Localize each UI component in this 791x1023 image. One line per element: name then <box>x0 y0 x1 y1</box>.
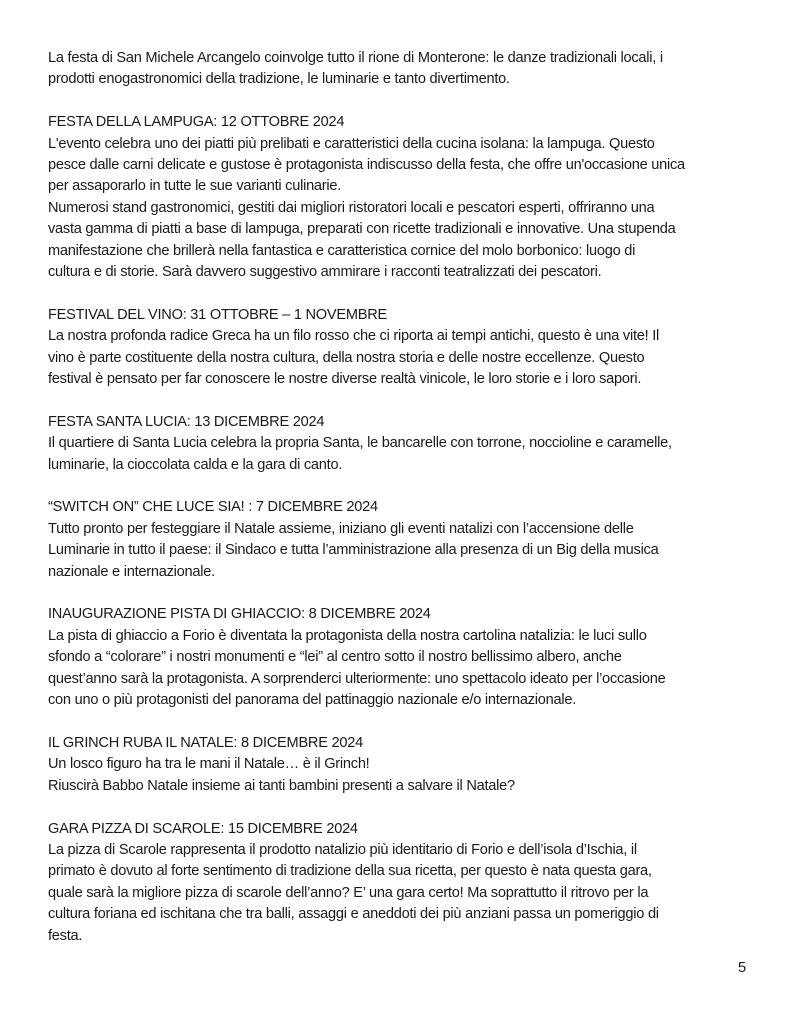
document-page <box>48 48 748 947</box>
text-line: quale sarà la migliore pizza di scarole dell’anno? E’ una gara certo! Ma soprattutto il ritrovo per la <box>48 884 649 901</box>
text-line: pesce dalle carni delicate e gustose è protagonista indiscusso della festa, che offre un'occasione unica <box>48 157 685 174</box>
text-line: Tutto pronto per festeggiare il Natale assieme, iniziano gli eventi natalizi con l’accensione delle <box>48 520 634 537</box>
paragraph-gap <box>48 283 748 304</box>
section-heading: FESTA DELLA LAMPUGA: 12 OTTOBRE 2024 <box>48 114 345 131</box>
page-number: 5 <box>738 960 747 976</box>
intro-paragraph <box>48 48 748 91</box>
paragraph-gap <box>48 797 748 818</box>
text-line: sfondo a “colorare” i nostri monumenti e “lei” al centro sotto il nostro bellissimo albero, anche <box>48 649 622 666</box>
text-line: La pista di ghiaccio a Forio è diventata la protagonista della nostra cartolina natalizia: le luci sullo <box>48 627 647 644</box>
section-heading: INAUGURAZIONE PISTA DI GHIACCIO: 8 DICEMBRE 2024 <box>48 606 431 623</box>
text-line: La nostra profonda radice Greca ha un filo rosso che ci riporta ai tempi antichi, questo è una vite! Il <box>48 328 660 345</box>
text-line: primato è dovuto al forte sentimento di tradizione della sua ricetta, per questo è nata questa gara, <box>48 863 652 880</box>
text-line: Luminarie in tutto il paese: il Sindaco e tutta l’amministrazione alla presenza di un Big della musica <box>48 542 659 559</box>
section-heading: “SWITCH ON” CHE LUCE SIA! : 7 DICEMBRE 2024 <box>48 499 378 516</box>
text-line: festival è pensato per far conoscere le nostre diverse realtà vinicole, le loro storie e i loro sapori. <box>48 371 642 388</box>
text-line: L'evento celebra uno dei piatti più prelibati e caratteristici della cucina isolana: la lampuga. Questo <box>48 135 655 152</box>
text-line: per assaporarlo in tutte le sue varianti culinarie. <box>48 178 342 195</box>
section-heading: FESTA SANTA LUCIA: 13 DICEMBRE 2024 <box>48 413 325 430</box>
section-pista-ghiaccio <box>48 604 748 711</box>
section-heading: GARA PIZZA DI SCAROLE: 15 DICEMBRE 2024 <box>48 820 358 837</box>
section-festival-vino <box>48 305 748 391</box>
text-line: Il quartiere di Santa Lucia celebra la propria Santa, le bancarelle con torrone, noccioline e caramelle, <box>48 435 672 452</box>
text-line: Numerosi stand gastronomici, gestiti dai migliori ristoratori locali e pescatori esperti, offriranno una <box>48 199 655 216</box>
text-line: vasta gamma di piatti a base di lampuga, preparati con ricette tradizionali e innovative. Una stupenda <box>48 221 676 238</box>
section-grinch <box>48 733 748 797</box>
paragraph-gap <box>48 390 748 411</box>
text-line: con uno o più protagonisti del panorama del pattinaggio nazionale e/o internazionale. <box>48 692 577 709</box>
text-line: quest’anno sarà la protagonista. A sorprenderci ulteriormente: uno spettacolo ideato per l’occasione <box>48 670 666 687</box>
text-line: cultura e di storie. Sarà davvero suggestivo ammirare i racconti teatralizzati dei pescatori. <box>48 264 602 281</box>
text-line: La festa di San Michele Arcangelo coinvolge tutto il rione di Monterone: le danze tradizionali locali, i <box>48 50 663 66</box>
text-line: manifestazione che brillerà nella fantastica e caratteristica cornice del molo borbonico: luogo di <box>48 242 636 259</box>
section-switch-on <box>48 497 748 583</box>
paragraph-gap <box>48 583 748 604</box>
text-line: cultura foriana ed ischitana che tra balli, assaggi e aneddoti dei più anziani passa un pomeriggio di <box>48 906 659 923</box>
text-line: festa. <box>48 927 83 944</box>
section-pizza-scarole <box>48 819 748 947</box>
paragraph-gap <box>48 91 748 112</box>
paragraph-gap <box>48 476 748 497</box>
text-line: luminarie, la cioccolata calda e la gara di canto. <box>48 456 343 473</box>
section-heading: FESTIVAL DEL VINO: 31 OTTOBRE – 1 NOVEMBRE <box>48 306 388 323</box>
section-festa-lampuga <box>48 112 748 283</box>
text-line: nazionale e internazionale. <box>48 563 215 580</box>
paragraph-gap <box>48 712 748 733</box>
text-line: Un losco figuro ha tra le mani il Natale… è il Grinch! <box>48 756 370 773</box>
section-santa-lucia <box>48 412 748 476</box>
text-line: La pizza di Scarole rappresenta il prodotto natalizio più identitario di Forio e dell’isola d’Ischia, il <box>48 841 637 858</box>
text-line: Riuscirà Babbo Natale insieme ai tanti bambini presenti a salvare il Natale? <box>48 777 515 794</box>
text-line: prodotti enogastronomici della tradizione, le luminarie e tanto divertimento. <box>48 71 510 88</box>
text-line: vino è parte costituente della nostra cultura, della nostra storia e delle nostre eccellenze. Questo <box>48 349 645 366</box>
section-heading: IL GRINCH RUBA IL NATALE: 8 DICEMBRE 2024 <box>48 734 363 751</box>
